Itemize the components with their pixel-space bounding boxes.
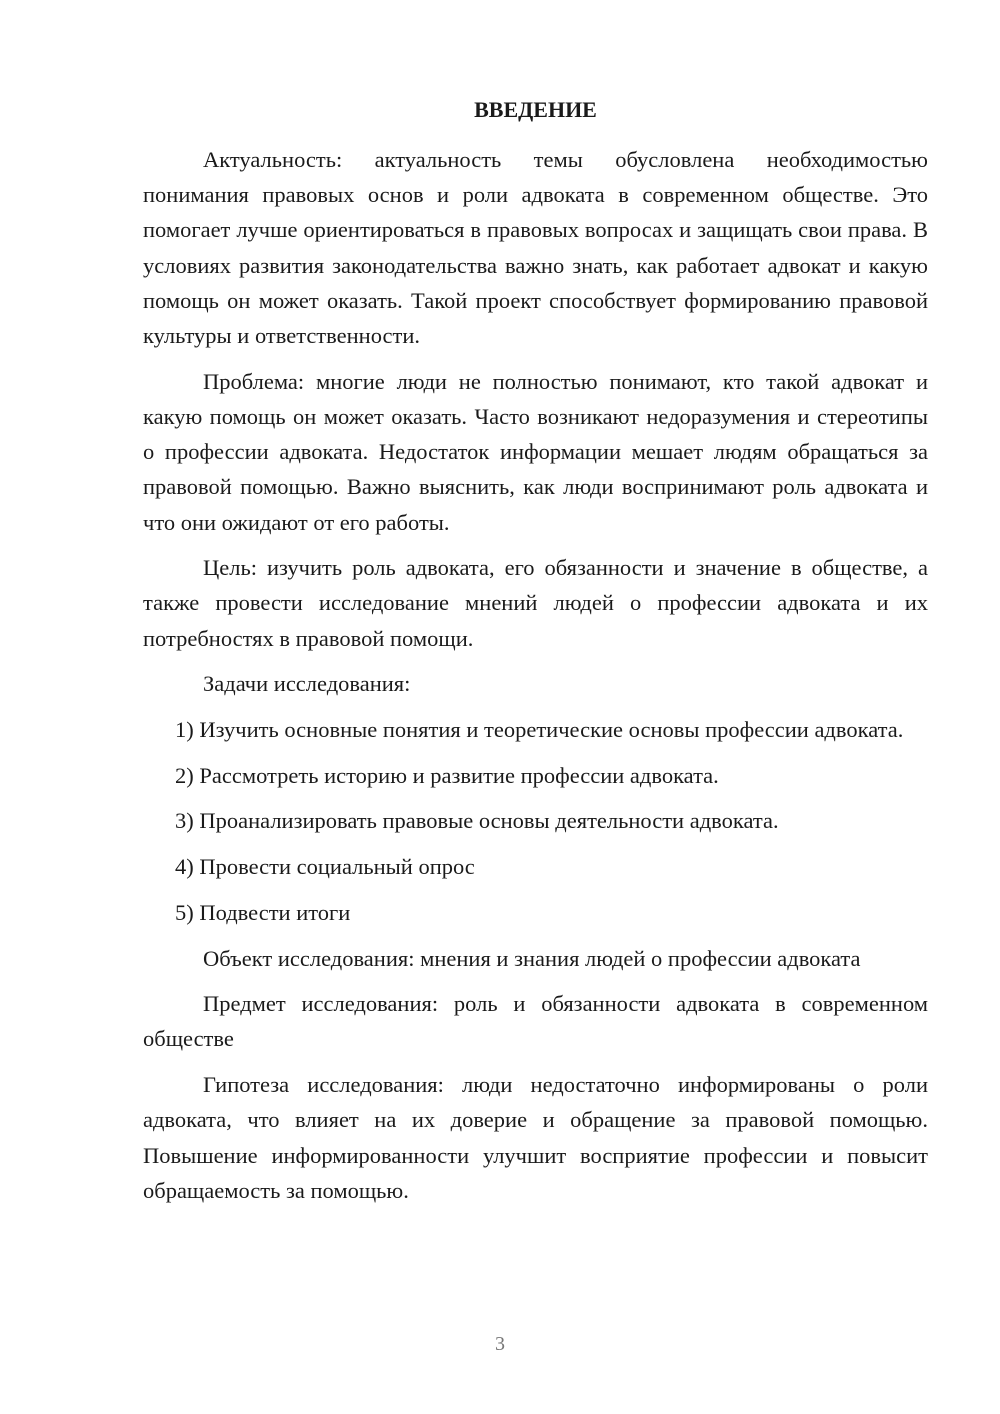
task-item: 5) Подвести итоги xyxy=(175,899,351,925)
paragraph-problem: Проблема: многие люди не полностью понимают, кто такой адвокат и какую помощь он может оказать. Часто возникают недоразумения и стереотипы о профессии адвоката. Недостаток информации мешает людям обращаться за правовой помощью. Важно выяснить, как люди воспринимают роль адвоката и что они ожидают от его работы. xyxy=(143,368,928,535)
page-number: 3 xyxy=(495,1333,505,1355)
document-page xyxy=(143,94,928,1218)
paragraph-subject: Предмет исследования: роль и обязанности адвоката в современном обществе xyxy=(143,991,928,1052)
task-item: 1) Изучить основные понятия и теоретические основы профессии адвоката. xyxy=(175,717,904,743)
paragraph-relevance: Актуальность: актуальность темы обусловлена необходимостью понимания правовых основ и роли адвоката в современном обществе. Это помогает лучше ориентироваться в правовых вопросах и защищать свои права. В условиях развития законодательства важно знать, как работает адвокат и какую помощь он может оказать. Такой проект способствует формированию правовой культуры и ответственности. xyxy=(143,147,928,349)
task-item: 2) Рассмотреть историю и развитие профессии адвоката. xyxy=(175,762,719,788)
section-title: ВВЕДЕНИЕ xyxy=(474,97,597,122)
tasks-heading: Задачи исследования: xyxy=(203,671,411,697)
paragraph-hypothesis: Гипотеза исследования: люди недостаточно информированы о роли адвоката, что влияет на их доверие и обращение за правовой помощью. Повышение информированности улучшит восприятие профессии и повысит обращаемость за помощью. xyxy=(143,1072,928,1203)
paragraph-goal: Цель: изучить роль адвоката, его обязанности и значение в обществе, а также провести исследование мнений людей о профессии адвоката и их потребностях в правовой помощи. xyxy=(143,555,928,651)
task-item: 4) Провести социальный опрос xyxy=(175,854,475,880)
paragraph-object: Объект исследования: мнения и знания людей о профессии адвоката xyxy=(203,945,861,971)
task-item: 3) Проанализировать правовые основы деятельности адвоката. xyxy=(175,808,779,834)
